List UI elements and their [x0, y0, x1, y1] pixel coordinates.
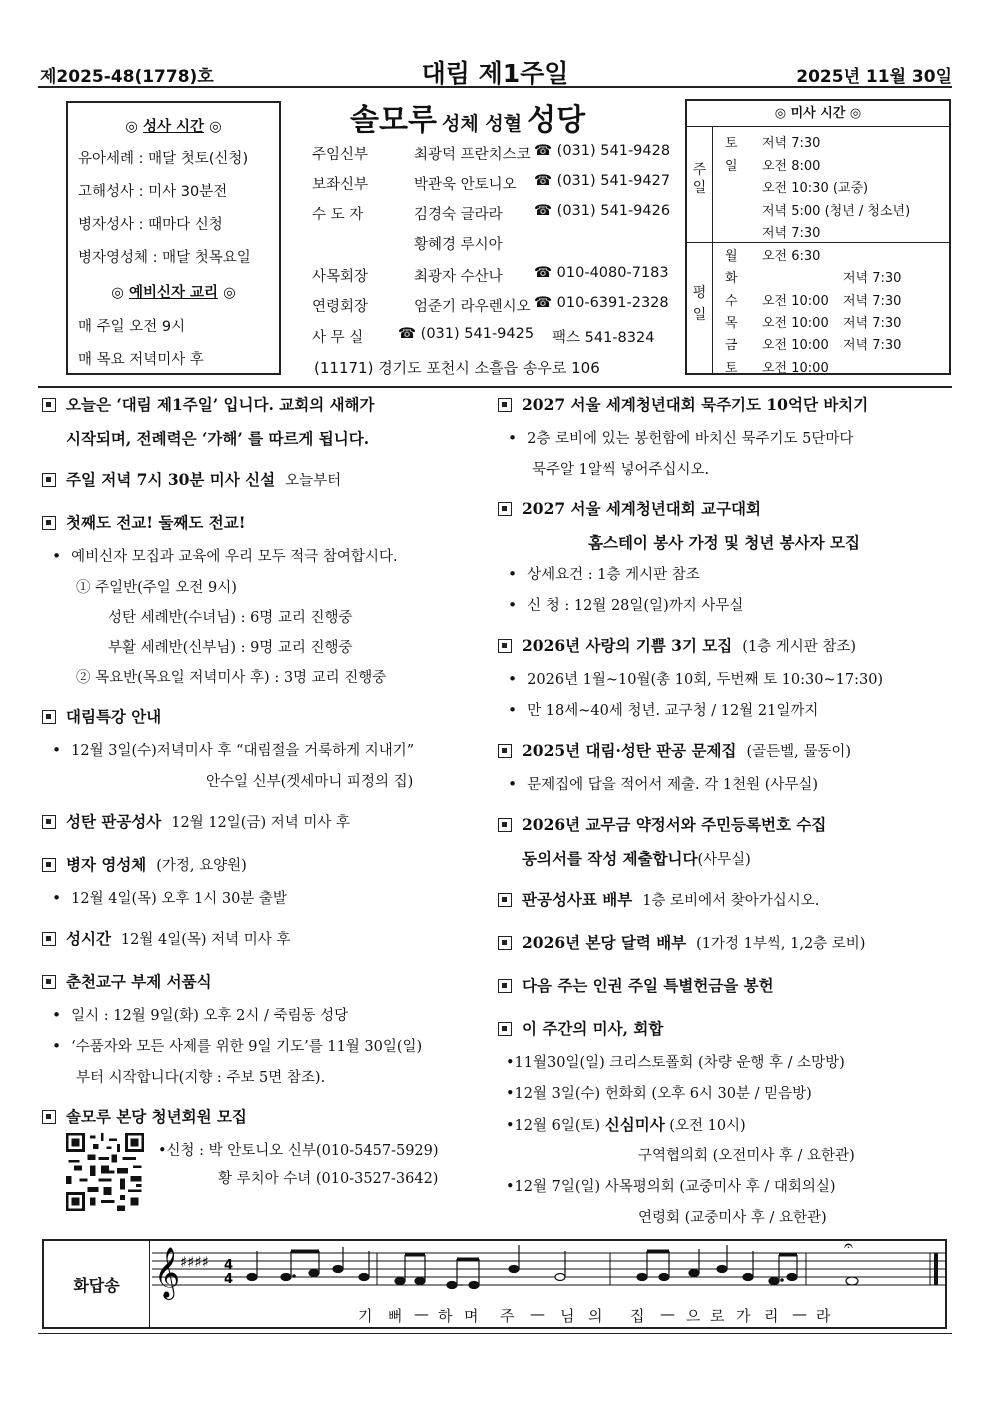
lyric-syllable: 주 — [500, 1307, 515, 1325]
mass-time: 오전 8:00 — [762, 158, 821, 174]
lyric-syllable: 라 — [816, 1307, 831, 1325]
notice-bullet: • 2층 로비에 있는 봉헌함에 바치신 묵주기도 5단마다 — [508, 429, 854, 447]
notice-line: 안수일 신부(겟세마니 피정의 집) — [206, 774, 414, 790]
notice-line: ① 주일반(주일 오전 9시) — [76, 580, 237, 596]
notice-bullet: • 일시 : 12월 9일(화) 오후 2시 / 죽림동 성당 — [52, 1006, 349, 1024]
mass-day: 수 — [725, 293, 738, 309]
notice-heading: 대림특강 안내 — [42, 705, 161, 727]
sacrament-row: 병자영성체 : 매달 첫목요일 — [78, 250, 251, 266]
notice-bullet: • 예비신자 모집과 교육에 우리 모두 적극 참여합시다. — [52, 547, 398, 565]
notice-heading: 판공성사표 배부 1층 로비에서 찾아가십시오. — [498, 888, 819, 910]
lyric-syllable: 며 — [464, 1307, 479, 1325]
mass-day: 일 — [725, 158, 738, 174]
mass-time: 오전 6:30 — [762, 249, 821, 264]
weekly-schedule-item: •12월 3일(수) 헌화회 (오후 6시 30분 / 믿음방) — [506, 1086, 812, 1102]
mass-day: 월 — [725, 249, 738, 264]
mass-time: 오전 10:00 — [762, 315, 829, 331]
mass-time-evening: 저녁 7:30 — [843, 315, 902, 331]
bullet-square-icon — [498, 979, 512, 993]
notice-line: •신청 : 박 안토니오 신부(010-5457-5929) — [158, 1143, 439, 1159]
notice-line: 부터 시작합니다(지향 : 주보 5면 참조). — [76, 1070, 326, 1086]
weekly-schedule-item: 연령회 (교중미사 후 / 요한관) — [638, 1210, 827, 1226]
bullet-square-icon — [498, 1022, 512, 1036]
notice-bullet: • 12월 4일(목) 오후 1시 30분 출발 — [52, 889, 287, 907]
bulletin-header — [38, 54, 952, 88]
issue-date: 2025년 11월 30일 — [796, 67, 952, 87]
mass-time: 오전 10:00 — [762, 293, 829, 309]
bullet-dot-icon: • — [508, 701, 518, 719]
bullet-dot-icon: • — [52, 1037, 62, 1055]
notice-heading: 2027 서울 세계청년대회 교구대회 — [498, 497, 761, 519]
lyric-syllable: 가 — [736, 1307, 751, 1325]
bullet-square-icon — [42, 815, 56, 829]
qr-code-icon[interactable] — [66, 1133, 144, 1211]
church-info: 솔모루 성체 성혈 성당 주임신부 최광덕 프란치스코 ☎ (031) 541-9428 보좌신부 박관욱 안토니오 ☎ (031) 541-9427 수 도 자 김경숙 글라라 ☎ (031) 541-9426 황혜경 루시아 사목회장 최광자 수산나 ☎ 010-4080-7183 연령회장 엄준기 라우렌시오 ☎ 010-6391-2328 사 무 실 ☎ (031) 541-9425 팩스 541-8324 (11171) 경기도 포천시 소흘읍 송우로 106 — [300, 95, 680, 380]
sacrament-row: 병자성사 : 때마다 신청 — [78, 217, 223, 233]
weekday-label: 평 일 — [687, 242, 713, 373]
bullet-square-icon — [42, 398, 56, 412]
notice-heading: 이 주간의 미사, 회합 — [498, 1017, 663, 1039]
notice-bullet: • 상세요건 : 1층 게시판 참조 — [508, 565, 700, 583]
notice-heading-cont: 시작되며, 전례력은 ‘가해’ 를 따르게 됩니다. — [66, 429, 370, 448]
bullet-square-icon — [498, 502, 512, 516]
bullet-square-icon — [42, 932, 56, 946]
bullet-square-icon — [42, 710, 56, 724]
notice-heading: 춘천교구 부제 서품식 — [42, 970, 212, 992]
lyric-syllable: 하 — [438, 1307, 453, 1325]
mass-time: 오전 10:00 — [762, 360, 829, 376]
notice-heading-cont: 홈스테이 봉사 가정 및 청년 봉사자 모집 — [588, 533, 860, 552]
mass-day: 금 — [725, 338, 738, 354]
bullet-dot-icon: • — [52, 1006, 62, 1024]
sacrament-row: 유아세례 : 매달 첫토(신청) — [78, 151, 249, 167]
notice-bullet: • 12월 3일(수)저녁미사 후 “대림절을 거룩하게 지내기” — [52, 741, 415, 759]
catechumen-row: 매 목요 저녁미사 후 — [78, 352, 204, 368]
notice-heading: 병자 영성체 (가정, 요양원) — [42, 853, 247, 875]
sacrament-times-box — [66, 101, 281, 375]
notice-line: 황 루치아 수녀 (010-3527-3642) — [218, 1171, 439, 1187]
notice-heading: 2025년 대림·성탄 판공 문제집 (골든벨, 물동이) — [498, 739, 851, 761]
treble-clef-icon: 𝄞 — [154, 1247, 181, 1298]
notice-line: 성탄 세례반(수녀님) : 6명 교리 진행중 — [108, 610, 353, 626]
notice-heading: 첫째도 전교! 둘째도 전교! — [42, 511, 246, 533]
lyric-syllable: 집 — [630, 1307, 645, 1325]
mass-day: 목 — [725, 315, 738, 331]
bullet-dot-icon: • — [508, 775, 518, 793]
bullet-square-icon — [498, 744, 512, 758]
weekly-schedule-item: 구역협의회 (오전미사 후 / 요한관) — [638, 1148, 855, 1164]
mass-time: 저녁 7:30 — [762, 136, 821, 151]
notice-bullet: • 만 18세~40세 청년. 교구청 / 12월 21일까지 — [508, 701, 819, 719]
responsorial-psalm-staff — [42, 1239, 947, 1329]
bullet-square-icon — [498, 893, 512, 907]
mass-time-evening: 저녁 7:30 — [843, 271, 902, 287]
bullet-square-icon — [498, 936, 512, 950]
mass-time: 오전 10:00 — [762, 338, 829, 354]
weekly-schedule-item: •11월30일(일) 크리스토폴회 (차량 운행 후 / 소망방) — [506, 1055, 845, 1071]
bullet-square-icon — [498, 639, 512, 653]
bullet-dot-icon: • — [508, 596, 518, 614]
notice-heading: 2027 서울 세계청년대회 묵주기도 10억단 바치기 — [498, 393, 868, 415]
svg-text:4: 4 — [224, 1258, 234, 1273]
mass-time: 저녁 7:30 — [762, 226, 821, 241]
weekly-schedule-item: •12월 7일(일) 사목평의회 (교중미사 후 / 대회의실) — [506, 1179, 836, 1195]
notice-heading: 오늘은 ‘대림 제1주일’ 입니다. 교회의 새해가 — [42, 393, 375, 415]
notice-line: 부활 세례반(신부님) : 9명 교리 진행중 — [108, 640, 353, 656]
notice-heading: 다음 주는 인권 주일 특별헌금을 봉헌 — [498, 974, 774, 996]
bullet-dot-icon: • — [52, 741, 62, 759]
bullet-square-icon — [42, 473, 56, 487]
bullet-square-icon — [42, 516, 56, 530]
svg-text:♯♯♯♯: ♯♯♯♯ — [180, 1253, 210, 1271]
notice-bullet: • 문제집에 답을 적어서 제출. 각 1천원 (사무실) — [508, 775, 819, 793]
lyric-syllable: 뻐 — [388, 1307, 403, 1325]
mass-time: 저녁 5:00 (청년 / 청소년) — [762, 203, 911, 219]
bullet-square-icon — [42, 1110, 56, 1124]
weekly-schedule-item: •12월 6일(토) 신심미사 (오전 10시) — [506, 1115, 746, 1134]
lyric-syllable: — — [414, 1305, 429, 1323]
fermata-icon: 𝄐 — [844, 1241, 853, 1255]
notice-heading: 2026년 본당 달력 배부 (1가정 1부씩, 1,2층 로비) — [498, 931, 865, 953]
bullet-dot-icon: • — [52, 889, 62, 907]
bullet-dot-icon: • — [508, 429, 518, 447]
notice-bullet: • 신 청 : 12월 28일(일)까지 사무실 — [508, 596, 744, 614]
lyric-syllable: 리 — [764, 1307, 779, 1325]
mass-day: 토 — [725, 136, 738, 151]
bullet-square-icon — [42, 858, 56, 872]
mass-time-evening: 저녁 7:30 — [843, 293, 902, 309]
lyric-syllable: — — [792, 1305, 807, 1323]
notice-heading: 주일 저녁 7시 30분 미사 신설 오늘부터 — [42, 468, 341, 490]
notice-line: ② 목요반(목요일 저녁미사 후) : 3명 교리 진행중 — [76, 670, 387, 686]
bullet-square-icon — [498, 818, 512, 832]
lyric-syllable: 로 — [710, 1307, 725, 1325]
bullet-dot-icon: • — [508, 670, 518, 688]
mass-day: 화 — [725, 271, 738, 287]
bullet-dot-icon: • — [508, 565, 518, 583]
mass-title: ◎ 미사 시간 ◎ — [687, 101, 949, 127]
bullet-dot-icon: • — [52, 547, 62, 565]
svg-text:4: 4 — [224, 1272, 234, 1287]
church-name: 솔모루 성체 성혈 성당 — [350, 103, 586, 138]
sacrament-title: ◎ 성사 시간 ◎ — [125, 119, 222, 135]
mass-time-evening: 저녁 7:30 — [843, 338, 902, 354]
bullet-square-icon — [498, 398, 512, 412]
notice-bullet: • 2026년 1월~10월(총 10회, 두번째 토 10:30~17:30) — [508, 670, 884, 688]
church-address: (11171) 경기도 포천시 소흘읍 송우로 106 — [314, 359, 600, 377]
page-title: 대림 제1주일 — [421, 59, 569, 88]
catechumen-row: 매 주일 오전 9시 — [78, 319, 186, 335]
lyric-syllable: — — [530, 1305, 545, 1323]
music-label: 화답송 — [44, 1241, 150, 1327]
mass-times-box — [685, 99, 951, 375]
notice-heading: 2026년 교무금 약정서와 주민등록번호 수집 — [498, 813, 826, 835]
sunday-label: 주 일 — [687, 127, 713, 242]
mass-day: 토 — [725, 360, 738, 376]
lyric-syllable: 님 — [560, 1307, 575, 1325]
notice-heading: 솔모루 본당 청년회원 모집 — [42, 1105, 247, 1127]
notice-heading-cont: 동의서를 작성 제출합니다(사무실) — [522, 849, 751, 868]
notice-heading: 성탄 판공성사 12월 12일(금) 저녁 미사 후 — [42, 810, 350, 832]
lyric-syllable: 으 — [686, 1307, 701, 1325]
sacrament-row: 고해성사 : 미사 30분전 — [78, 184, 228, 200]
issue-number: 제2025-48(1778)호 — [40, 67, 214, 87]
bullet-square-icon — [42, 975, 56, 989]
lyric-syllable: — — [660, 1305, 675, 1323]
notice-line: 묵주알 1알씩 넣어주십시오. — [532, 462, 710, 478]
lyric-syllable: 기 — [358, 1307, 373, 1325]
notice-bullet: • ‘수품자와 모든 사제를 위한 9일 기도’를 11월 30일(일) — [52, 1037, 423, 1055]
notice-heading: 성시간 12월 4일(목) 저녁 미사 후 — [42, 927, 290, 949]
mass-time: 오전 10:30 (교중) — [762, 181, 869, 196]
notice-heading: 2026년 사랑의 기쁨 3기 모집 (1층 게시판 참조) — [498, 634, 856, 656]
lyric-syllable: 의 — [588, 1307, 603, 1325]
catechumen-title: ◎ 예비신자 교리 ◎ — [111, 285, 236, 301]
